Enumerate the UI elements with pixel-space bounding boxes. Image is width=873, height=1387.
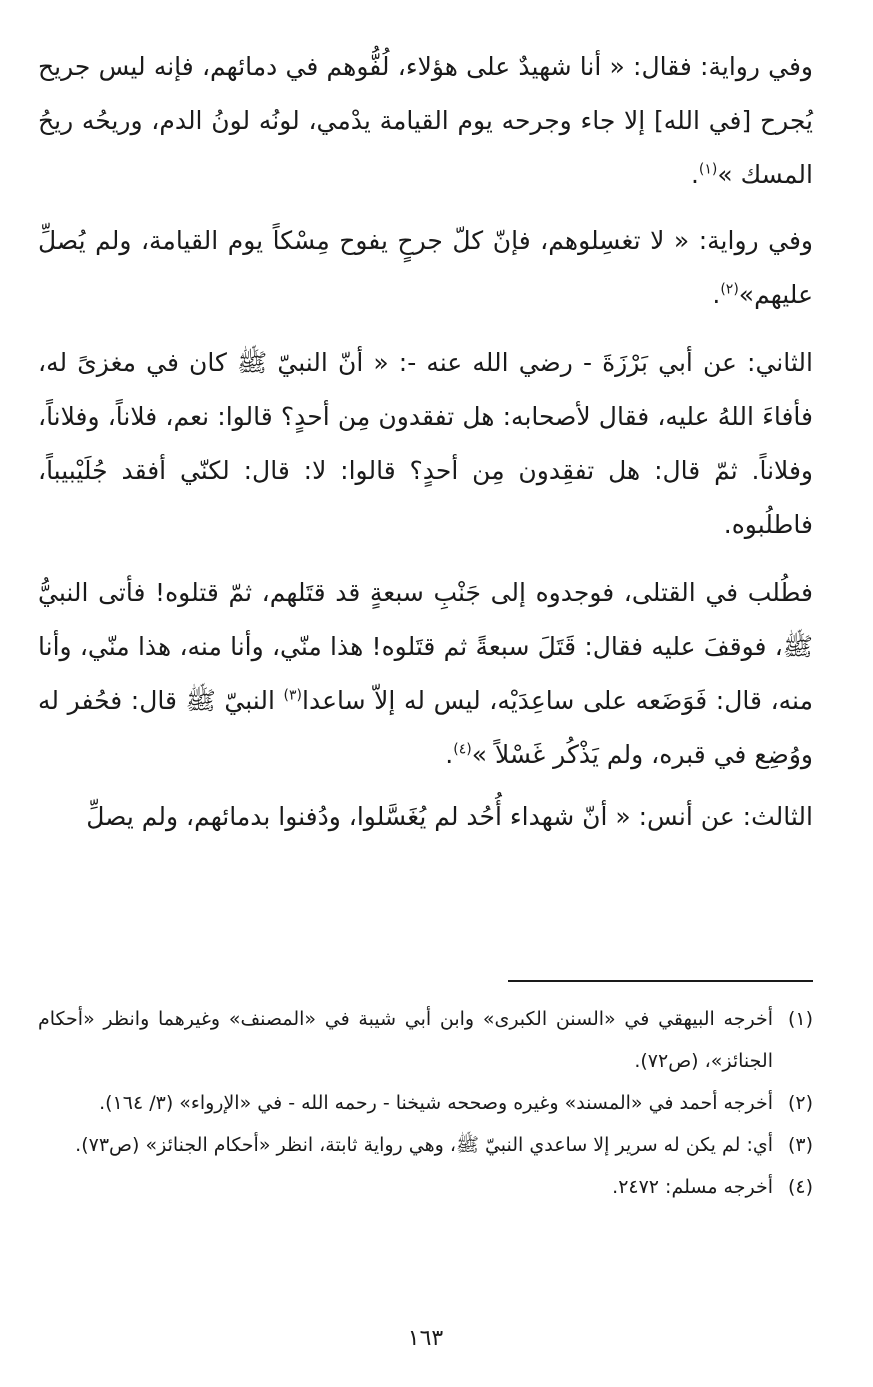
footnote-number: (١)	[787, 1008, 813, 1030]
footnote-text: أخرجه مسلم: ٢٤٧٢.	[612, 1176, 773, 1198]
book-page	[38, 40, 813, 1351]
footnote-ref-2[interactable]: (٢)	[720, 281, 739, 298]
paragraph-2-text: وفي رواية: « لا تغسِلوهم، فإنّ كلّ جرحٍ يفوح مِسْكاً يوم القيامة، ولم يُصلِّ عليهم»	[38, 226, 813, 309]
paragraph-1	[38, 40, 813, 202]
footnote-2	[38, 1082, 813, 1124]
paragraph-1-end: .	[690, 160, 699, 189]
footnote-ref-4[interactable]: (٤)	[453, 741, 472, 758]
footnote-ref-3[interactable]: (٣)	[283, 687, 302, 704]
page-number: ١٦٣	[407, 1326, 444, 1351]
footnote-number: (٢)	[787, 1092, 813, 1114]
paragraph-4	[38, 566, 813, 782]
footnotes-section	[38, 998, 813, 1208]
footnote-text: أي: لم يكن له سرير إلا ساعدي النبيّ ﷺ، وهي رواية ثابتة، انظر «أحكام الجنائز» (ص٧٣).	[75, 1134, 773, 1156]
paragraph-3	[38, 336, 813, 552]
paragraph-4-text-after: النبيّ ﷺ قال: فحُفر له ووُضِع في قبره، ولم يَذْكُر غَسْلاً »	[38, 686, 813, 769]
paragraph-2	[38, 214, 813, 322]
footnote-4	[38, 1166, 813, 1208]
footnote-number: (٣)	[787, 1134, 813, 1156]
paragraph-1-text: وفي رواية: فقال: « أنا شهيدٌ على هؤلاء، لُفُّوهم في دمائهم، فإنه ليس جريح يُجرح [في الله] إلا جاء وجرحه يوم القيامة يدْمي، لونُه لونُ الدم، وريحُه ريحُ المسك »	[38, 52, 813, 189]
paragraph-5-text: الثالث: عن أنس: « أنّ شهداء أُحُد لم يُغَسَّلوا، ودُفنوا بدمائهم، ولم يصلِّ	[86, 802, 813, 831]
footnote-1	[38, 998, 813, 1082]
paragraph-2-end: .	[712, 280, 721, 309]
footnote-number: (٤)	[787, 1176, 813, 1198]
paragraph-3-text: الثاني: عن أبي بَرْزَةَ - رضي الله عنه -: « أنّ النبيّ ﷺ كان في مغزىً له، فأفاءَ اللهُ عليه، فقال لأصحابه: هل تفقدون مِن أحدٍ؟ قالوا: نعم، فلاناً، وفلاناً، وفلاناً. ثمّ قال: هل تفقِدون مِن أحدٍ؟ قالوا: لا: قال: لكنّي أفقد جُلَيْبيباً، فاطلُبوه.	[38, 348, 813, 539]
footnote-divider	[508, 980, 813, 982]
footnote-3	[38, 1124, 813, 1166]
footnote-text: أخرجه أحمد في «المسند» وغيره وصححه شيخنا - رحمه الله - في «الإرواء» (٣/ ١٦٤).	[99, 1092, 773, 1114]
footnote-ref-1[interactable]: (١)	[698, 161, 718, 178]
footnote-text: أخرجه البيهقي في «السنن الكبرى» وابن أبي شيبة في «المصنف» وغيرهما وانظر «أحكام الجنائز»، (ص٧٢).	[38, 1008, 773, 1072]
paragraph-4-end: .	[445, 740, 454, 769]
main-text	[38, 40, 813, 854]
paragraph-4-text-before: فطُلب في القتلى، فوجدوه إلى جَنْبِ سبعةٍ قد قتَلهم، ثمّ قتلوه! فأتى النبيُّ ﷺ، فوقفَ عليه فقال: قَتَلَ سبعةً ثم قتَلوه! هذا منّي، وأنا منه، هذا منّي، وأنا منه، قال: فَوَضَعه على ساعِدَيْه، ليس له إلاّ ساعدا	[38, 578, 813, 715]
paragraph-5	[38, 790, 813, 844]
